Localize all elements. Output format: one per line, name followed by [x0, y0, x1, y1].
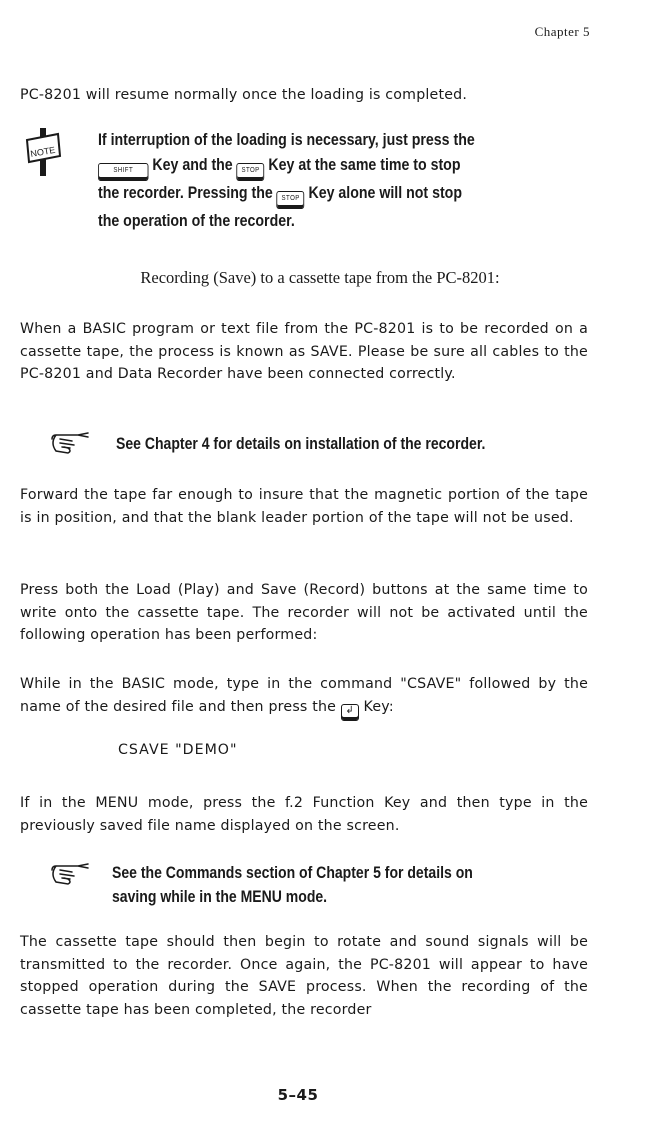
- note-icon: [24, 128, 64, 176]
- stop-key-icon-2: STOP: [277, 191, 305, 209]
- paragraph-press-buttons: Press both the Load (Play) and Save (Record) buttons at the same time to write onto the cassette tape. The recorder will not be activated until the following operation has been performed:: [20, 582, 588, 643]
- note-line-2a: Key and the: [152, 156, 233, 174]
- note-line-3: [98, 181, 572, 209]
- paragraph-save-intro: When a BASIC program or text file from the PC-8201 is to be recorded on a cassette tape, the process is known as SAVE. Please be sure all cables to the PC-8201 and Data Recorder have been connected correctly.: [20, 321, 588, 382]
- note-line-2: [98, 153, 572, 181]
- see-commands-line-1: See the Commands section of Chapter 5 for details on: [112, 864, 473, 882]
- note-line-3a: the recorder. Pressing the: [98, 184, 273, 202]
- see-chapter-4: See Chapter 4 for details on installation of the recorder.: [116, 435, 486, 453]
- note-line-2b: Key at the same time to stop: [268, 156, 461, 174]
- paragraph-forward-tape: Forward the tape far enough to insure that the magnetic portion of the tape is in position, and that the blank leader portion of the tape will not be used.: [20, 487, 588, 526]
- see-commands-line-2: saving while in the MENU mode.: [112, 888, 328, 906]
- see-commands-section: [112, 861, 473, 909]
- note-line-3b: Key alone will not stop: [308, 184, 462, 202]
- pointing-hand-icon: [48, 431, 92, 457]
- shift-key-icon: SHIFT: [98, 163, 148, 181]
- pointing-hand-icon-2: [48, 862, 92, 888]
- stop-key-icon: STOP: [237, 163, 265, 181]
- paragraph-basic-mode: [20, 673, 588, 721]
- paragraph-menu-mode: If in the MENU mode, press the f.2 Function Key and then type in the previously saved file name displayed on the screen.: [20, 795, 588, 834]
- svg-text:NOTE: NOTE: [29, 144, 57, 159]
- paragraph-tape-rotate: The cassette tape should then begin to rotate and sound signals will be transmitted to the recorder. Once again, the PC-8201 will appear to have stopped operation during the SAVE process. When the recording of the cassette tape has been completed, the recorder: [20, 934, 588, 1018]
- note-text: [98, 128, 572, 234]
- section-title: Recording (Save) to a cassette tape from the PC-8201:: [140, 268, 500, 287]
- page-number: 5–45: [277, 1086, 319, 1104]
- chapter-header: Chapter 5: [534, 24, 590, 39]
- note-line-1: If interruption of the loading is necessary, just press the: [98, 131, 475, 149]
- enter-key-icon: ↲: [341, 704, 359, 721]
- code-csave-demo: CSAVE "DEMO": [118, 742, 238, 758]
- note-line-4: the operation of the recorder.: [98, 212, 295, 230]
- basic-mode-text: While in the BASIC mode, type in the command "CSAVE" followed by the name of the desired file and then press the: [20, 676, 588, 715]
- intro-paragraph: PC-8201 will resume normally once the loading is completed.: [20, 87, 468, 103]
- basic-mode-key-text: Key:: [363, 698, 394, 715]
